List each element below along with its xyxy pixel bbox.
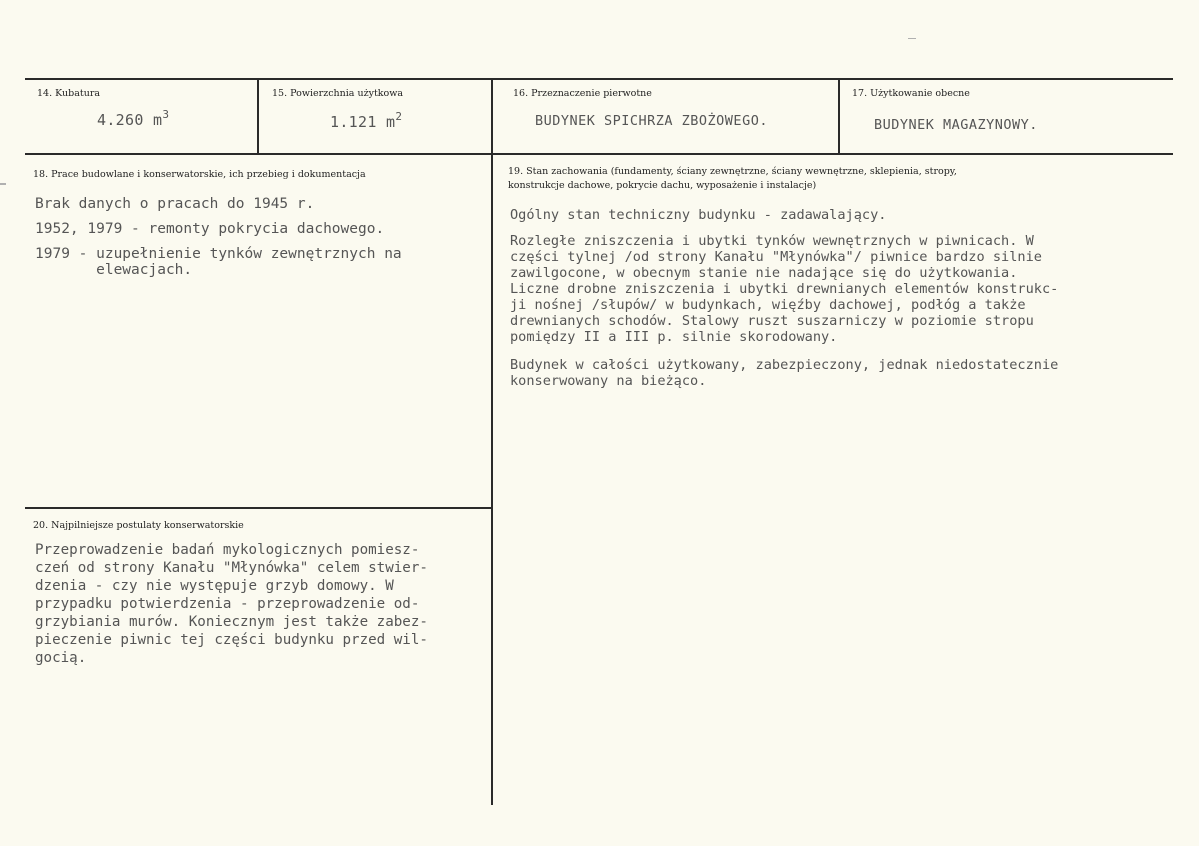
field-15-value-exponent: 2	[395, 110, 403, 123]
field-19-para-2-line-1: Rozległe zniszczenia i ubytki tynków wewnętrznych w piwnicach. W	[510, 233, 1034, 249]
field-16-label: 16. Przeznaczenie pierwotne	[513, 88, 652, 99]
col-divider-14-15	[257, 78, 259, 155]
col-divider-16-17	[838, 78, 840, 155]
row3-top-rule	[25, 507, 491, 509]
top-rule	[25, 78, 1173, 80]
col-divider-15-16	[491, 78, 493, 805]
field-19-label-line-2: konstrukcje dachowe, pokrycie dachu, wyposażenie i instalacje)	[508, 180, 817, 191]
field-20-line-4: przypadku potwierdzenia - przeprowadzenie od-	[35, 596, 420, 612]
field-15-value	[330, 110, 403, 131]
left-edge-mark	[0, 183, 6, 185]
row1-bottom-rule	[25, 153, 1173, 155]
field-20-label: 20. Najpilniejsze postulaty konserwatorskie	[33, 520, 244, 531]
field-15-value-text: 1.121 m	[330, 113, 396, 131]
field-19-para-2-line-5: ji nośnej /słupów/ w budynkach, więźby dachowej, podłóg a także	[510, 297, 1026, 313]
field-14-value-text: 4.260 m	[97, 111, 163, 129]
field-19-para-2-line-4: Liczne drobne zniszczenia i ubytki drewnianych elementów konstrukc-	[510, 281, 1059, 297]
field-20-line-7: gocią.	[35, 650, 87, 666]
field-19-para-2-line-2: części tylnej /od strony Kanału "Młynówka"/ piwnice bardzo silnie	[510, 249, 1042, 265]
field-14-value	[97, 108, 170, 129]
top-mark	[908, 38, 916, 39]
field-15-label: 15. Powierzchnia użytkowa	[272, 88, 404, 99]
field-14-value-exponent: 3	[162, 108, 170, 121]
field-19-label-line-1: 19. Stan zachowania (fundamenty, ściany zewnętrzne, ściany wewnętrzne, sklepienia, stropy,	[508, 166, 957, 177]
field-19-para-2-line-6: drewnianych schodów. Stalowy ruszt suszarniczy w poziomie stropu	[510, 313, 1034, 329]
field-18-line-4: elewacjach.	[35, 262, 193, 278]
field-18-line-2: 1952, 1979 - remonty pokrycia dachowego.	[35, 221, 385, 237]
field-18-label: 18. Prace budowlane i konserwatorskie, ich przebieg i dokumentacja	[33, 169, 366, 180]
field-20-line-2: czeń od strony Kanału "Młynówka" celem stwier-	[35, 560, 428, 576]
field-18-line-1: Brak danych o pracach do 1945 r.	[35, 196, 315, 212]
field-20-line-3: dzenia - czy nie występuje grzyb domowy. W	[35, 578, 394, 594]
field-19-para-1-line-1: Ogólny stan techniczny budynku - zadawalający.	[510, 207, 887, 223]
field-20-line-6: pieczenie piwnic tej części budynku przed wil-	[35, 632, 428, 648]
field-16-value: BUDYNEK SPICHRZA ZBOŻOWEGO.	[535, 113, 768, 129]
field-19-para-3-line-2: konserwowany na bieżąco.	[510, 373, 707, 389]
field-17-label: 17. Użytkowanie obecne	[852, 88, 970, 99]
field-20-line-1: Przeprowadzenie badań mykologicznych pomiesz-	[35, 542, 420, 558]
field-17-value: BUDYNEK MAGAZYNOWY.	[874, 117, 1038, 133]
field-18-line-3: 1979 - uzupełnienie tynków zewnętrznych na	[35, 246, 402, 262]
field-19-para-2-line-3: zawilgocone, w obecnym stanie nie nadające się do użytkowania.	[510, 265, 1018, 281]
field-20-line-5: grzybiania murów. Koniecznym jest także zabez-	[35, 614, 428, 630]
field-19-para-3-line-1: Budynek w całości użytkowany, zabezpieczony, jednak niedostatecznie	[510, 357, 1059, 373]
field-19-para-2-line-7: pomiędzy II a III p. silnie skorodowany.	[510, 329, 838, 345]
field-14-label: 14. Kubatura	[37, 88, 101, 99]
